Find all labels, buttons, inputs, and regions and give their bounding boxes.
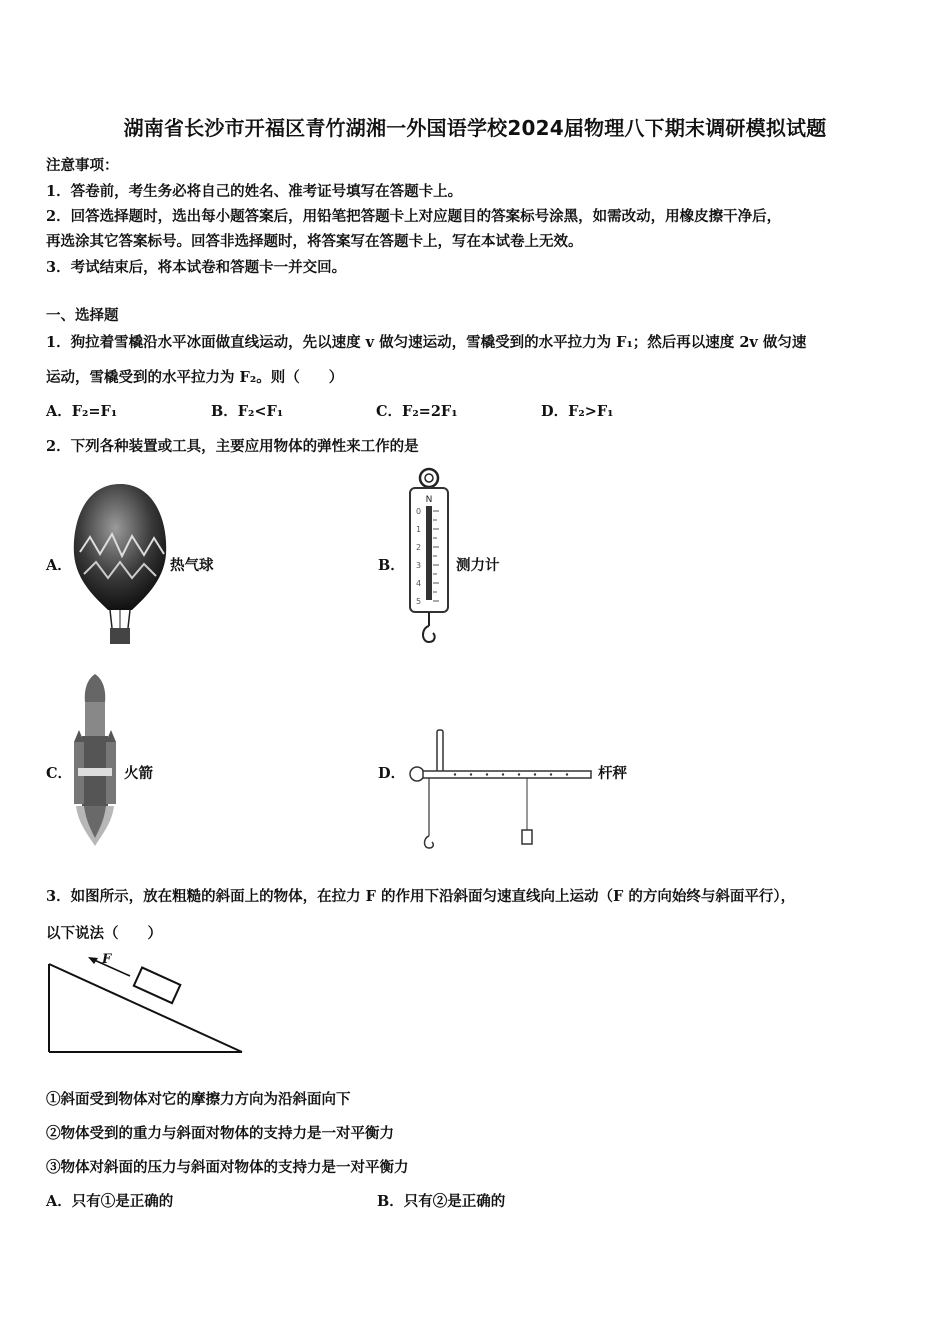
hot-air-balloon-image <box>70 482 170 648</box>
scale-number-3: 3 <box>416 561 422 570</box>
notice-item-2a: 2．回答选择题时，选出每小题答案后，用铅笔把答题卡上对应题目的答案标号涂黑，如需改动，用橡皮擦干净后， <box>46 208 782 225</box>
q1-option-a: A．F₂=F₁ <box>46 403 118 420</box>
rocket-image <box>68 672 122 850</box>
q3-option-b: B．只有②是正确的 <box>377 1193 506 1210</box>
q2-option-d-letter: D． <box>378 765 406 782</box>
scale-number-0: 0 <box>416 507 422 516</box>
q1-option-b: B．F₂<F₁ <box>211 403 284 420</box>
q2-option-a-letter: A． <box>46 557 72 574</box>
q2-option-c-letter: C． <box>46 765 73 782</box>
q3-statement-3: ③物体对斜面的压力与斜面对物体的支持力是一对平衡力 <box>46 1159 409 1176</box>
scale-unit-label: N <box>425 495 433 505</box>
q3-stem-line1: 3．如图所示，放在粗糙的斜面上的物体，在拉力 F 的作用下沿斜面匀速直线向上运动（F 的方向始终与斜面平行）， <box>46 888 796 905</box>
q2-option-b-text: 测力计 <box>456 557 500 574</box>
page-title: 湖南省长沙市开福区青竹湖湘一外国语学校2024届物理八下期末调研模拟试题 <box>123 116 827 140</box>
q3-option-a: A．只有①是正确的 <box>46 1193 174 1210</box>
incline-diagram <box>44 950 249 1058</box>
q3-statement-2: ②物体受到的重力与斜面对物体的支持力是一对平衡力 <box>46 1125 394 1142</box>
notice-item-2b: 再选涂其它答案标号。回答非选择题时，将答案写在答题卡上，写在本试卷上无效。 <box>46 233 583 250</box>
notice-heading: 注意事项： <box>46 157 119 174</box>
q1-option-c: C．F₂=2F₁ <box>376 403 458 420</box>
q2-option-d-text: 杆秤 <box>598 765 627 782</box>
q1-stem-line1: 1．狗拉着雪橇沿水平冰面做直线运动，先以速度 v 做匀速运动，雪橇受到的水平拉力为 F₁；然后再以速度 2v 做匀速 <box>46 334 807 351</box>
q2-option-a-text: 热气球 <box>170 557 214 574</box>
force-f-label: F <box>102 952 112 967</box>
scale-number-2: 2 <box>416 543 422 552</box>
notice-item-1: 1．答卷前，考生务必将自己的姓名、准考证号填写在答题卡上。 <box>46 183 463 200</box>
q2-stem: 2．下列各种装置或工具，主要应用物体的弹性来工作的是 <box>46 438 419 455</box>
steelyard-image <box>405 726 595 850</box>
scale-number-1: 1 <box>416 525 422 534</box>
q3-statement-1: ①斜面受到物体对它的摩擦力方向为沿斜面向下 <box>46 1091 351 1108</box>
q1-option-d: D．F₂>F₁ <box>541 403 614 420</box>
section-heading: 一、选择题 <box>46 307 119 324</box>
q1-stem-line2: 运动，雪橇受到的水平拉力为 F₂。则（ ） <box>46 369 344 386</box>
notice-item-3: 3．考试结束后，将本试卷和答题卡一并交回。 <box>46 259 347 276</box>
spring-scale-image <box>405 466 455 648</box>
scale-number-4: 4 <box>416 579 422 588</box>
q2-option-b-letter: B． <box>378 557 405 574</box>
scale-number-5: 5 <box>416 597 422 606</box>
q2-option-c-text: 火箭 <box>124 765 153 782</box>
q3-stem-line2: 以下说法（ ） <box>46 925 162 942</box>
